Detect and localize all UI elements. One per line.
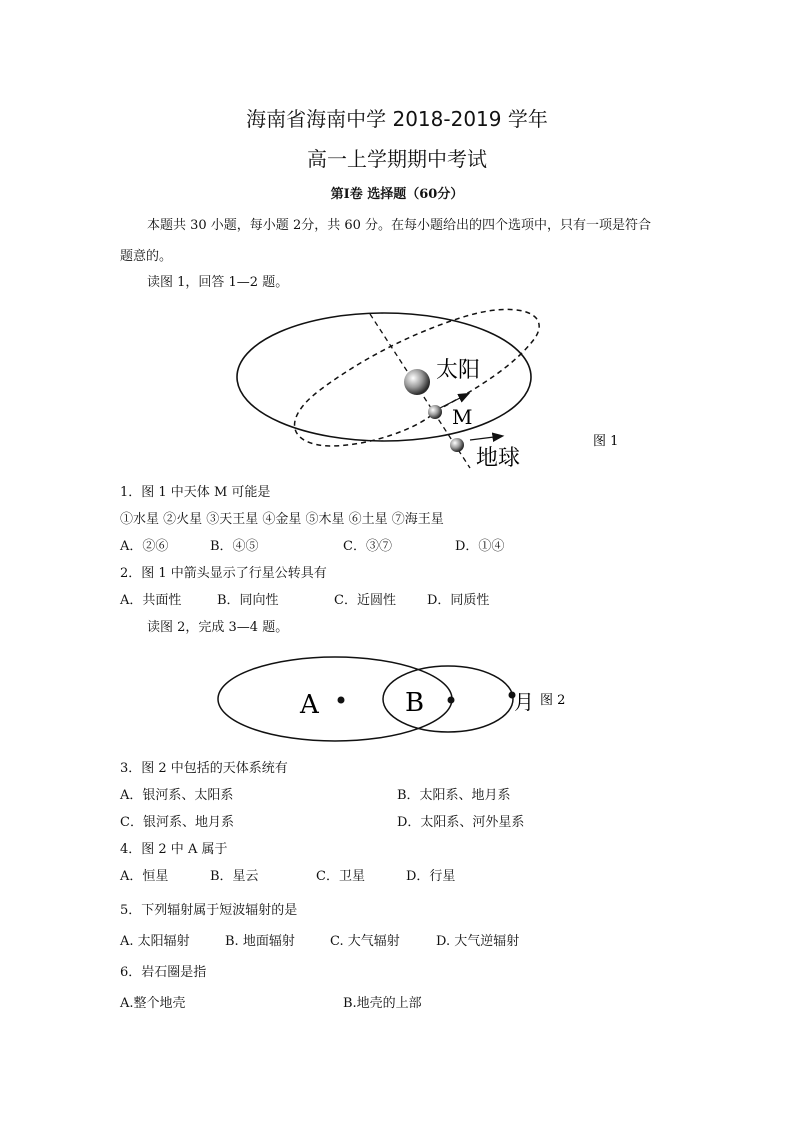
question-1-option-c: C．③⑦: [343, 539, 392, 554]
question-4-option-c: C．卫星: [316, 869, 365, 884]
question-1-stem: 1．图 1 中天体 M 可能是: [120, 485, 271, 500]
label-b: B: [405, 688, 425, 718]
exam-title: 海南省海南中学 2018-2019 学年: [246, 107, 548, 131]
question-5-option-c: C. 大气辐射: [330, 934, 400, 949]
label-a: A: [300, 690, 319, 720]
question-4-option-a: A．恒星: [120, 869, 169, 884]
section-heading: 第Ⅰ卷 选择题（60分）: [330, 187, 464, 202]
question-1-option-a: A．②⑥: [120, 539, 169, 554]
center-b-dot: [448, 697, 455, 704]
question-6-option-a: A.整个地壳: [120, 996, 186, 1011]
question-4-stem: 4．图 2 中 A 属于: [120, 842, 228, 857]
instructions-line-1: 本题共 30 小题，每小题 2分，共 60 分。在每小题给出的四个选项中，只有一项是符合: [147, 218, 652, 233]
question-3-option-d: D．太阳系、河外星系: [397, 815, 525, 830]
question-3-option-a: A．银河系、太阳系: [120, 788, 234, 803]
center-a-dot: [338, 697, 345, 704]
read-figure-2-prompt: 读图 2，完成 3—4 题。: [147, 620, 289, 635]
question-3-option-c: C．银河系、地月系: [120, 815, 234, 830]
question-2-option-a: A．共面性: [120, 593, 182, 608]
question-6-stem: 6．岩石圈是指: [120, 965, 207, 980]
question-1-option-d: D．①④: [455, 539, 505, 554]
question-2-option-b: B．同向性: [217, 593, 279, 608]
m-label: M: [452, 405, 473, 429]
read-figure-1-prompt: 读图 1，回答 1—2 题。: [147, 275, 289, 290]
question-2-option-c: C．近圆性: [334, 593, 396, 608]
question-5-option-a: A. 太阳辐射: [120, 934, 190, 949]
question-3-stem: 3．图 2 中包括的天体系统有: [120, 761, 288, 776]
sun-label: 太阳: [436, 358, 481, 383]
question-4-option-b: B．星云: [210, 869, 259, 884]
question-1-option-b: B．④⑤: [210, 539, 259, 554]
label-moon: 月: [514, 690, 534, 714]
exam-subtitle: 高一上学期期中考试: [307, 147, 487, 171]
question-1-planet-list: ①水星 ②火星 ③天王星 ④金星 ⑤木星 ⑥土星 ⑦海王星: [120, 512, 444, 527]
question-5-stem: 5．下列辐射属于短波辐射的是: [120, 903, 298, 918]
question-6-option-b: B.地壳的上部: [343, 996, 422, 1011]
earth-label: 地球: [476, 446, 521, 471]
question-4-option-d: D．行星: [406, 869, 456, 884]
figure-2-caption: 图 2: [540, 693, 566, 708]
question-5-option-b: B. 地面辐射: [225, 934, 295, 949]
instructions-line-2: 题意的。: [120, 249, 173, 264]
question-3-option-b: B．太阳系、地月系: [397, 788, 511, 803]
question-2-stem: 2．图 1 中箭头显示了行星公转具有: [120, 566, 327, 581]
figure-1-caption: 图 1: [593, 434, 619, 449]
question-5-option-d: D. 大气逆辐射: [436, 934, 520, 949]
question-2-option-d: D．同质性: [427, 593, 490, 608]
